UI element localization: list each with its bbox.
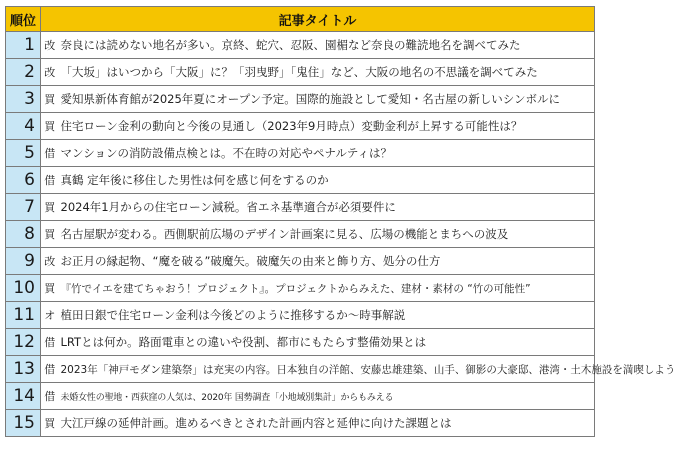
article-title[interactable]: 真鶴 定年後に移住した男性は何を感じ何をするのか bbox=[59, 167, 595, 194]
rank-number: 12 bbox=[6, 329, 41, 356]
category-mark: 買 bbox=[41, 221, 59, 248]
rank-number: 2 bbox=[6, 59, 41, 86]
category-mark: 改 bbox=[41, 59, 59, 86]
table-row bbox=[6, 248, 595, 275]
rank-number: 1 bbox=[6, 32, 41, 59]
rank-number: 3 bbox=[6, 86, 41, 113]
category-mark: 借 bbox=[41, 329, 59, 356]
article-title[interactable]: 住宅ローン金利の動向と今後の見通し（2023年9月時点）変動金利が上昇する可能性は？ bbox=[59, 113, 595, 140]
category-mark: 借 bbox=[41, 383, 59, 410]
article-title[interactable]: お正月の縁起物、“魔を破る”破魔矢。破魔矢の由来と飾り方、処分の仕方 bbox=[59, 248, 595, 275]
ranking-body bbox=[6, 32, 675, 437]
article-title[interactable]: 奈良には読めない地名が多い。京終、蛇穴、忍阪、園楣など奈良の難読地名を調べてみた bbox=[59, 32, 595, 59]
rank-number: 4 bbox=[6, 113, 41, 140]
table-row bbox=[6, 59, 595, 86]
category-mark: 買 bbox=[41, 194, 59, 221]
table-row bbox=[6, 410, 595, 437]
table-row bbox=[6, 86, 595, 113]
rank-number: 13 bbox=[6, 356, 41, 383]
rank-number: 9 bbox=[6, 248, 41, 275]
rank-number: 15 bbox=[6, 410, 41, 437]
ranking-table bbox=[5, 6, 675, 437]
table-row bbox=[6, 221, 595, 248]
rank-number: 8 bbox=[6, 221, 41, 248]
category-mark: 買 bbox=[41, 410, 59, 437]
table-row bbox=[6, 356, 595, 383]
table-row bbox=[6, 383, 595, 410]
table-row bbox=[6, 167, 595, 194]
table-row bbox=[6, 113, 595, 140]
article-title[interactable]: 2024年1月からの住宅ローン減税。省エネ基準適合が必須要件に bbox=[59, 194, 595, 221]
article-title[interactable]: LRTとは何か。路面電車との違いや役割、都市にもたらす整備効果とは bbox=[59, 329, 595, 356]
article-title[interactable]: 植田日銀で住宅ローン金利は今後どのように推移するか〜時事解説 bbox=[59, 302, 595, 329]
rank-number: 14 bbox=[6, 383, 41, 410]
article-title[interactable]: 2023年「神戸モダン建築祭」は充実の内容。日本独自の洋館、安藤忠雄建築、山手、御影の大豪邸、港湾・土木施設を満喫しよう bbox=[59, 356, 595, 383]
table-row bbox=[6, 302, 595, 329]
article-title[interactable]: マンションの消防設備点検とは。不在時の対応やペナルティは？ bbox=[59, 140, 595, 167]
category-mark: 借 bbox=[41, 140, 59, 167]
category-mark: 買 bbox=[41, 275, 59, 302]
category-mark: 改 bbox=[41, 248, 59, 275]
rank-number: 11 bbox=[6, 302, 41, 329]
category-mark: 借 bbox=[41, 356, 59, 383]
category-mark: オ bbox=[41, 302, 59, 329]
category-mark: 改 bbox=[41, 32, 59, 59]
article-title[interactable]: 『竹でイエを建てちゃおう！プロジェクト』。プロジェクトからみえた、建材・素材の “竹の可能性” bbox=[59, 275, 595, 302]
rank-number: 6 bbox=[6, 167, 41, 194]
rank-number: 7 bbox=[6, 194, 41, 221]
table-row bbox=[6, 140, 595, 167]
rank-column-header: 順位 bbox=[6, 7, 41, 32]
article-title[interactable]: 未婚女性の聖地・西荻窪の人気は、2020年 国勢調査「小地域別集計」からもみえる bbox=[59, 383, 595, 410]
table-row bbox=[6, 329, 595, 356]
article-title[interactable]: 愛知県新体育館が2025年夏にオープン予定。国際的施設として愛知・名古屋の新しいシンボルに bbox=[59, 86, 595, 113]
rank-number: 5 bbox=[6, 140, 41, 167]
article-title[interactable]: 「大坂」はいつから「大阪」に？「羽曳野」「鬼住」など、大阪の地名の不思議を調べてみた bbox=[59, 59, 595, 86]
article-title[interactable]: 名古屋駅が変わる。西側駅前広場のデザイン計画案に見る、広場の機能とまちへの波及 bbox=[59, 221, 595, 248]
category-mark: 買 bbox=[41, 113, 59, 140]
title-column-header: 記事タイトル bbox=[41, 7, 595, 32]
table-row bbox=[6, 32, 595, 59]
category-mark: 買 bbox=[41, 86, 59, 113]
table-row bbox=[6, 275, 595, 302]
rank-number: 10 bbox=[6, 275, 41, 302]
article-title[interactable]: 大江戸線の延伸計画。進めるべきとされた計画内容と延伸に向けた課題とは bbox=[59, 410, 595, 437]
category-mark: 借 bbox=[41, 167, 59, 194]
table-row bbox=[6, 194, 595, 221]
table-header-row bbox=[6, 7, 595, 32]
